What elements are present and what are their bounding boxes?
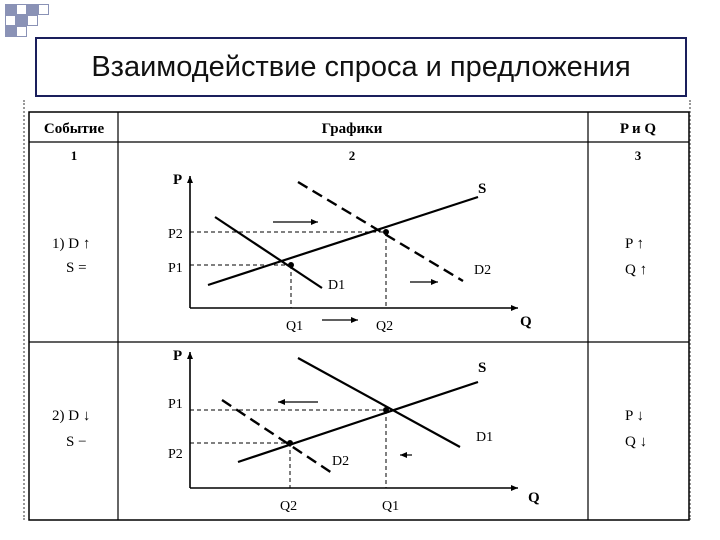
header-graphs: Графики [321, 121, 383, 137]
q-axis-label: Q [528, 490, 540, 506]
quantity-label: Q2 [280, 499, 298, 514]
quantity-label: Q1 [286, 319, 304, 334]
graph-demand-increase [190, 176, 518, 320]
table-grid [29, 112, 689, 520]
column-number: 1 [70, 148, 78, 163]
header-pq: P и Q [619, 121, 657, 137]
q-axis-label: Q [520, 314, 532, 330]
price-label: P1 [168, 261, 183, 276]
supply-label: S [478, 360, 487, 376]
supply-curve [238, 382, 478, 462]
demand-label: D2 [474, 263, 492, 278]
table-border [29, 112, 689, 520]
p-axis-label: P [173, 172, 183, 188]
graph-demand-decrease [190, 352, 518, 488]
demand-label: D1 [476, 430, 494, 445]
column-number: 3 [634, 148, 642, 163]
quantity-label: Q2 [376, 319, 394, 334]
event-label: S = [66, 260, 87, 276]
demand-label: D1 [328, 278, 346, 293]
price-label: P2 [168, 227, 183, 242]
equilibrium-point [383, 229, 389, 235]
demand-label: D2 [332, 454, 350, 469]
equilibrium-point [287, 440, 293, 446]
price-label: P1 [168, 397, 183, 412]
equilibrium-point [288, 262, 294, 268]
price-label: P2 [168, 447, 183, 462]
event-label: 1) D ↑ [52, 236, 91, 252]
event-label: S − [66, 434, 87, 450]
quantity-label: Q1 [382, 499, 400, 514]
slide-title: Взаимодействие спроса и предложения [91, 50, 631, 83]
result-label: P ↓ [625, 408, 645, 424]
supply-label: S [478, 181, 487, 197]
result-label: P ↑ [625, 236, 645, 252]
result-label: Q ↓ [625, 434, 648, 450]
header-event: Событие [43, 121, 105, 137]
event-label: 2) D ↓ [52, 408, 91, 424]
column-number: 2 [348, 148, 356, 163]
equilibrium-point [383, 407, 389, 413]
p-axis-label: P [173, 348, 183, 364]
result-label: Q ↑ [625, 262, 648, 278]
